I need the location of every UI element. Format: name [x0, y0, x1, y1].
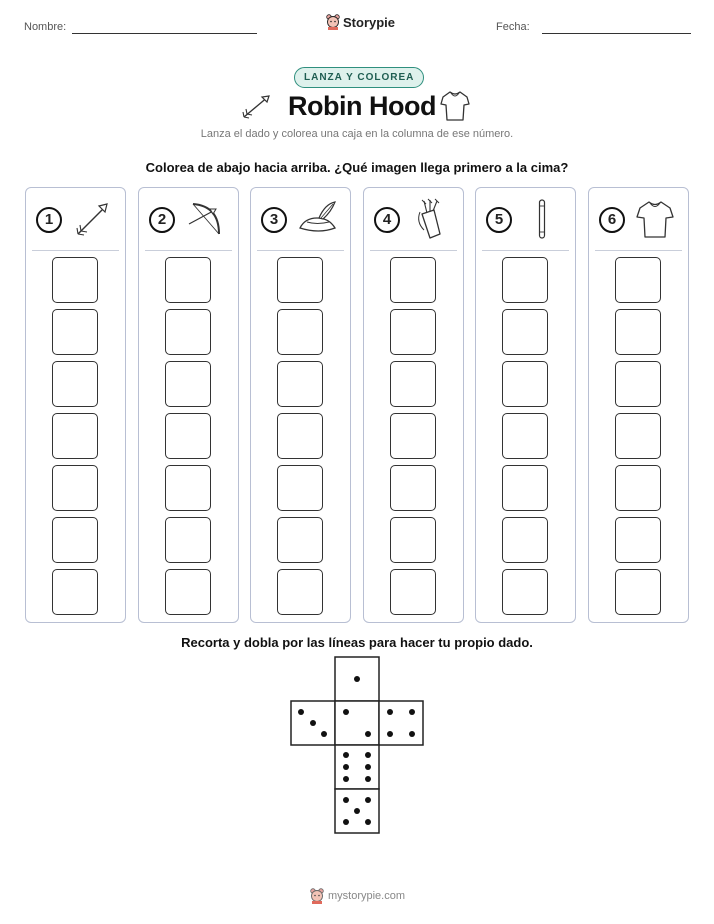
color-box[interactable]: [165, 517, 211, 563]
color-box[interactable]: [52, 309, 98, 355]
color-box[interactable]: [502, 465, 548, 511]
column-number: 5: [486, 207, 512, 233]
column-divider: [257, 250, 344, 251]
column-number: 2: [149, 207, 175, 233]
column-3: [250, 187, 351, 623]
color-box[interactable]: [390, 465, 436, 511]
color-box[interactable]: [277, 309, 323, 355]
color-box[interactable]: [615, 257, 661, 303]
brand-logo: [326, 14, 395, 30]
color-box[interactable]: [615, 465, 661, 511]
column-divider: [595, 250, 682, 251]
arrow-icon: [72, 198, 112, 240]
column-number: 6: [599, 207, 625, 233]
column-divider: [482, 250, 569, 251]
date-label: Fecha:: [496, 21, 530, 33]
color-box[interactable]: [390, 517, 436, 563]
tunic-icon: [635, 198, 675, 240]
footer: [310, 888, 405, 904]
column-4: [363, 187, 464, 623]
page-title: Robin Hood: [288, 91, 436, 121]
color-box[interactable]: [502, 361, 548, 407]
column-6: [588, 187, 689, 623]
color-box[interactable]: [502, 413, 548, 459]
column-1: [25, 187, 126, 623]
color-box[interactable]: [277, 361, 323, 407]
color-box[interactable]: [390, 413, 436, 459]
color-box[interactable]: [165, 413, 211, 459]
color-box[interactable]: [390, 361, 436, 407]
color-box[interactable]: [615, 569, 661, 615]
column-number: 3: [261, 207, 287, 233]
feathered-hat-icon: [297, 198, 337, 240]
color-box[interactable]: [165, 465, 211, 511]
brand-name: Storypie: [343, 14, 396, 30]
color-box[interactable]: [52, 517, 98, 563]
color-box[interactable]: [390, 257, 436, 303]
color-box[interactable]: [165, 361, 211, 407]
color-box[interactable]: [277, 257, 323, 303]
subtitle: Lanza el dado y colorea una caja en la columna de ese número.: [200, 128, 514, 140]
color-box[interactable]: [277, 413, 323, 459]
activity-badge: LANZA Y COLOREA: [294, 67, 424, 88]
color-box[interactable]: [615, 517, 661, 563]
color-box[interactable]: [277, 465, 323, 511]
quiver-icon: [410, 198, 450, 240]
arrow-icon: [240, 91, 274, 121]
name-label: Nombre:: [24, 21, 67, 33]
column-divider: [145, 250, 232, 251]
color-box[interactable]: [165, 257, 211, 303]
tunic-icon: [440, 90, 470, 122]
column-number: 4: [374, 207, 400, 233]
name-line[interactable]: [72, 33, 257, 34]
staff-icon: [522, 198, 562, 240]
color-box[interactable]: [502, 257, 548, 303]
color-box[interactable]: [615, 413, 661, 459]
dice-instruction: Recorta y dobla por las líneas para hacer tu propio dado.: [181, 635, 533, 650]
color-box[interactable]: [52, 257, 98, 303]
bear-icon: [326, 14, 340, 30]
color-box[interactable]: [165, 569, 211, 615]
footer-url[interactable]: mystorypie.com: [328, 890, 406, 902]
column-5: [475, 187, 576, 623]
color-box[interactable]: [52, 569, 98, 615]
color-box[interactable]: [615, 361, 661, 407]
color-box[interactable]: [502, 517, 548, 563]
color-box[interactable]: [165, 309, 211, 355]
color-box[interactable]: [390, 309, 436, 355]
bear-icon: [310, 888, 324, 904]
color-box[interactable]: [277, 517, 323, 563]
color-box[interactable]: [52, 413, 98, 459]
bow-icon: [185, 198, 225, 240]
color-box[interactable]: [502, 309, 548, 355]
date-line[interactable]: [542, 33, 691, 34]
color-box[interactable]: [390, 569, 436, 615]
column-divider: [32, 250, 119, 251]
dice-net: [290, 656, 425, 836]
column-number: 1: [36, 207, 62, 233]
color-box[interactable]: [502, 569, 548, 615]
color-box[interactable]: [615, 309, 661, 355]
color-box[interactable]: [52, 465, 98, 511]
column-2: [138, 187, 239, 623]
column-divider: [370, 250, 457, 251]
color-box[interactable]: [277, 569, 323, 615]
color-box[interactable]: [52, 361, 98, 407]
instruction: Colorea de abajo hacia arriba. ¿Qué imagen llega primero a la cima?: [145, 160, 569, 175]
